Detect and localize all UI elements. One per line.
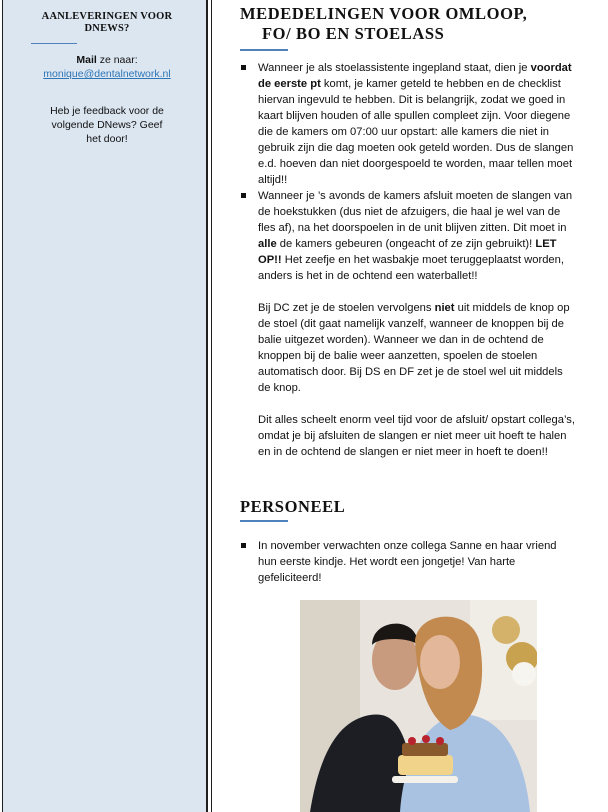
sidebar: [2, 0, 208, 812]
sidebar-mail-text: [19, 53, 195, 81]
sidebar-divider: [31, 43, 77, 44]
bullet-icon: [241, 65, 246, 70]
bullet-item: Wanneer je als stoelassistente ingepland staat, dien je voordat de eerste pt komt, je kamer geteld te hebben en de checklist hiervan ingevuld te hebben. Dit is belangrijk, zodat we goed in kaart blijven houden of alle spullen compleet zijn. Voor diegene die de kamers om 07:00 uur opstart: alle kamers die niet in gebruik zijn die dag moeten ook geteld worden. Dus de slangen e.d. hoeven dan niet doorgespoeld te worden, maar tellen moet altijd!!: [236, 60, 576, 188]
email-link[interactable]: monique@dentalnetwork.nl: [43, 68, 171, 80]
section-title-line1: MEDEDELINGEN VOOR OMLOOP,: [240, 4, 528, 23]
couple-photo: [300, 600, 537, 812]
mededelingen-body: [236, 60, 576, 460]
mail-label: Mail: [76, 54, 97, 66]
section-title-line2: FO/ BO EN STOELASS: [262, 24, 445, 43]
feedback-text: Heb je feedback voor de volgende DNews? Geef het door!: [50, 105, 164, 145]
mail-suffix: ze naar:: [96, 54, 138, 66]
bullet-icon: [241, 543, 246, 548]
paragraph-tijd: Dit alles scheelt enorm veel tijd voor de afsluit/ opstart collega’s, omdat je bij afsluiten de slangen er niet meer uit hoeft te halen en in de ochtend de slangen er niet meer in hoeft te doen!!: [258, 414, 575, 458]
sidebar-title: AANLEVERINGEN VOOR DNEWS?: [41, 11, 173, 34]
title-underline: [240, 520, 288, 522]
section-title-mededelingen: [240, 4, 580, 44]
bullet-item: In november verwachten onze collega Sanne en haar vriend hun eerste kindje. Het wordt een jongetje! Van harte gefeliciteerd!: [236, 538, 576, 586]
column-divider: [211, 0, 212, 812]
paragraph-dc: Bij DC zet je de stoelen vervolgens niet uit middels de knop op de stoel (dit gaat namelijk vanzelf, wanneer de knoppen bij de balie uitgezet worden). Wanneer we dan in de ochtend de knoppen bij de balie weer aanzetten, spoelen de stoelen automatisch door. Bij DS en DF zet je de stoel wel uit middels de knop.: [258, 302, 570, 394]
bullet-item: Wanneer je ’s avonds de kamers afsluit moeten de slangen van de hoekstukken (dus niet de afzuigers, die haal je wel van de fles af), na het doorspoelen in de unit blijven zitten. Dit moet in alle de kamers gebeuren (ongeacht of ze zijn gebruikt)! LET OP!! Het zeefje en het wasbakje moet teruggeplaatst worden, anders is het in de ochtend een waterballet!!: [236, 188, 576, 284]
personeel-body: [236, 538, 576, 586]
title-underline: [240, 49, 288, 51]
bullet-icon: [241, 193, 246, 198]
section-title-personeel: PERSONEEL: [240, 497, 346, 516]
